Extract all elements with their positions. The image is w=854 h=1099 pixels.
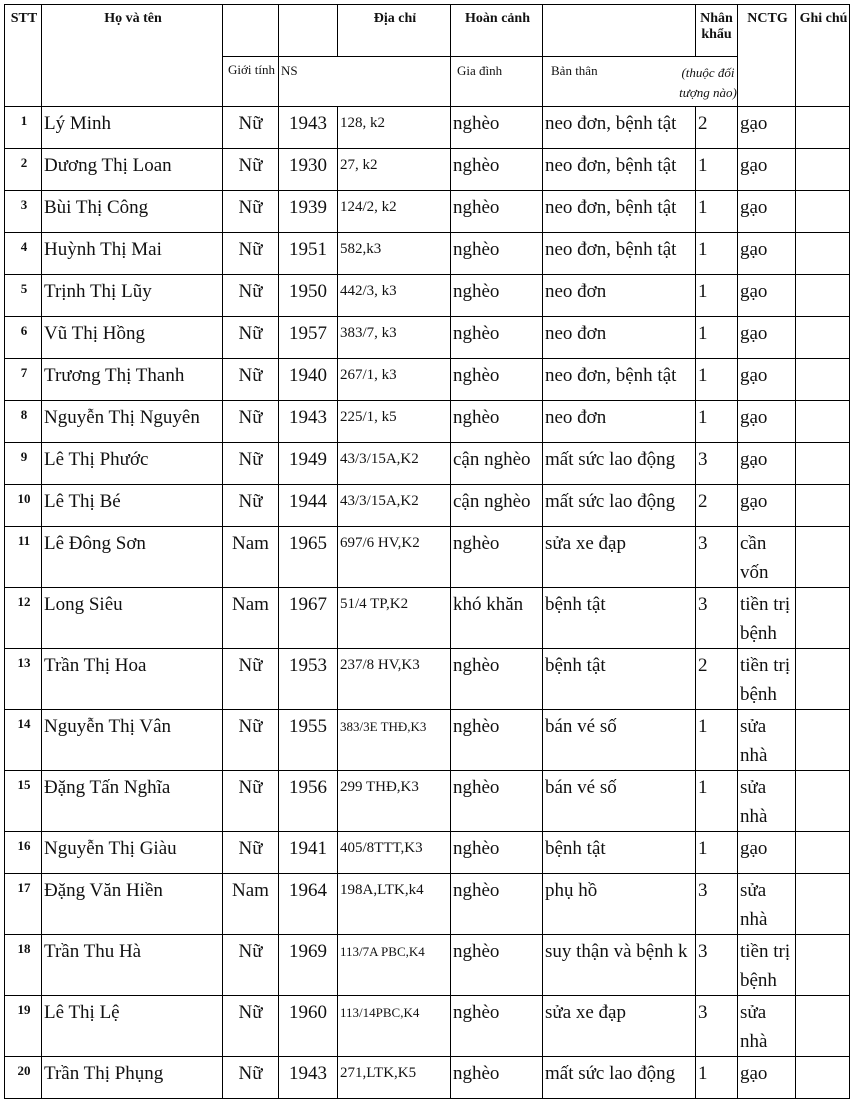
birth-year-cell: 1943	[279, 1057, 338, 1099]
note-cell	[796, 1057, 850, 1099]
table-row	[5, 443, 850, 485]
header-circumstance: Hoàn cảnh	[451, 5, 543, 57]
address-cell: 27, k2	[338, 149, 451, 191]
nctg-cell: gạo	[738, 107, 796, 149]
birth-year-cell: 1955	[279, 710, 338, 771]
address-cell: 51/4 TP,K2	[338, 588, 451, 649]
birth-year-cell: 1953	[279, 649, 338, 710]
gender-cell: Nam	[223, 588, 279, 649]
address-cell: 405/8TTT,K3	[338, 832, 451, 874]
note-cell	[796, 191, 850, 233]
stt: 18	[5, 935, 42, 996]
birth-year-cell: 1941	[279, 832, 338, 874]
self-cell: bệnh tật	[543, 832, 696, 874]
stt: 7	[5, 359, 42, 401]
gender-cell: Nữ	[223, 149, 279, 191]
stt: 15	[5, 771, 42, 832]
header-blank	[279, 5, 338, 57]
birth-year-cell: 1956	[279, 771, 338, 832]
nctg-cell: gạo	[738, 275, 796, 317]
name-cell: Nguyễn Thị Giàu	[42, 832, 223, 874]
stt: 9	[5, 443, 42, 485]
stt: 16	[5, 832, 42, 874]
household-cell: 3	[696, 588, 738, 649]
name-cell: Vũ Thị Hồng	[42, 317, 223, 359]
birth-year-cell: 1944	[279, 485, 338, 527]
table-row	[5, 485, 850, 527]
address-cell: 237/8 HV,K3	[338, 649, 451, 710]
household-cell: 2	[696, 485, 738, 527]
family-cell: nghèo	[451, 771, 543, 832]
household-cell: 1	[696, 359, 738, 401]
family-cell: nghèo	[451, 359, 543, 401]
address-cell: 43/3/15A,K2	[338, 485, 451, 527]
table-row	[5, 107, 850, 149]
name-cell: Bùi Thị Công	[42, 191, 223, 233]
household-cell: 1	[696, 149, 738, 191]
note-cell	[796, 149, 850, 191]
stt: 19	[5, 996, 42, 1057]
self-cell: bán vé số	[543, 771, 696, 832]
birth-year-cell: 1969	[279, 935, 338, 996]
self-cell: mất sức lao động	[543, 443, 696, 485]
note-cell	[796, 317, 850, 359]
family-cell: nghèo	[451, 275, 543, 317]
table-row	[5, 588, 850, 649]
gender-cell: Nữ	[223, 710, 279, 771]
nctg-cell: gạo	[738, 832, 796, 874]
header-self: Bản thân	[551, 63, 598, 78]
family-cell: nghèo	[451, 233, 543, 275]
header-self-cell	[543, 57, 738, 107]
table-row	[5, 359, 850, 401]
name-cell: Đặng Văn Hiền	[42, 874, 223, 935]
household-cell: 1	[696, 771, 738, 832]
note-cell	[796, 107, 850, 149]
table-row	[5, 874, 850, 935]
name-cell: Lý Minh	[42, 107, 223, 149]
birth-year-cell: 1940	[279, 359, 338, 401]
gender-cell: Nữ	[223, 1057, 279, 1099]
stt: 2	[5, 149, 42, 191]
self-cell: bệnh tật	[543, 588, 696, 649]
table-row	[5, 275, 850, 317]
note-cell	[796, 935, 850, 996]
household-cell: 3	[696, 996, 738, 1057]
stt: 14	[5, 710, 42, 771]
family-cell: nghèo	[451, 874, 543, 935]
stt: 4	[5, 233, 42, 275]
header-name: Họ và tên	[42, 5, 223, 107]
birth-year-cell: 1951	[279, 233, 338, 275]
family-cell: nghèo	[451, 710, 543, 771]
header-address: Địa chỉ	[338, 5, 451, 57]
household-cell: 2	[696, 107, 738, 149]
self-cell: neo đơn, bệnh tật	[543, 107, 696, 149]
header-stt: STT	[5, 5, 42, 107]
gender-cell: Nam	[223, 527, 279, 588]
nctg-cell: gạo	[738, 233, 796, 275]
gender-cell: Nữ	[223, 649, 279, 710]
address-cell: 267/1, k3	[338, 359, 451, 401]
gender-cell: Nữ	[223, 233, 279, 275]
note-cell	[796, 443, 850, 485]
name-cell: Trần Thị Hoa	[42, 649, 223, 710]
gender-cell: Nữ	[223, 191, 279, 233]
table-row	[5, 191, 850, 233]
self-cell: neo đơn, bệnh tật	[543, 191, 696, 233]
family-cell: nghèo	[451, 649, 543, 710]
stt: 8	[5, 401, 42, 443]
gender-cell: Nữ	[223, 401, 279, 443]
note-cell	[796, 588, 850, 649]
household-cell: 3	[696, 935, 738, 996]
gender-cell: Nữ	[223, 107, 279, 149]
self-cell: bán vé số	[543, 710, 696, 771]
header-nctg: NCTG	[738, 5, 796, 107]
family-cell: cận nghèo	[451, 485, 543, 527]
stt: 11	[5, 527, 42, 588]
birth-year-cell: 1930	[279, 149, 338, 191]
name-cell: Lê Thị Bé	[42, 485, 223, 527]
address-cell: 124/2, k2	[338, 191, 451, 233]
note-cell	[796, 832, 850, 874]
name-cell: Huỳnh Thị Mai	[42, 233, 223, 275]
self-cell: neo đơn, bệnh tật	[543, 359, 696, 401]
note-cell	[796, 401, 850, 443]
address-cell: 43/3/15A,K2	[338, 443, 451, 485]
nctg-cell: sửa nhà	[738, 996, 796, 1057]
stt: 3	[5, 191, 42, 233]
birth-year-cell: 1967	[279, 588, 338, 649]
note-cell	[796, 996, 850, 1057]
table-row	[5, 935, 850, 996]
household-cell: 3	[696, 874, 738, 935]
family-cell: nghèo	[451, 527, 543, 588]
nctg-cell: tiền trị bệnh	[738, 588, 796, 649]
table-row	[5, 832, 850, 874]
birth-year-cell: 1939	[279, 191, 338, 233]
self-cell: neo đơn, bệnh tật	[543, 233, 696, 275]
nctg-cell: gạo	[738, 191, 796, 233]
note-cell	[796, 359, 850, 401]
note-cell	[796, 874, 850, 935]
stt: 1	[5, 107, 42, 149]
self-cell: neo đơn, bệnh tật	[543, 149, 696, 191]
nctg-cell: tiền trị bệnh	[738, 935, 796, 996]
stt: 6	[5, 317, 42, 359]
name-cell: Dương Thị Loan	[42, 149, 223, 191]
name-cell: Nguyễn Thị Nguyên	[42, 401, 223, 443]
note-cell	[796, 233, 850, 275]
birth-year-cell: 1965	[279, 527, 338, 588]
table-row	[5, 710, 850, 771]
birth-year-cell: 1943	[279, 107, 338, 149]
name-cell: Long Siêu	[42, 588, 223, 649]
birth-year-cell: 1964	[279, 874, 338, 935]
address-cell: 697/6 HV,K2	[338, 527, 451, 588]
household-table	[4, 4, 850, 1099]
note-cell	[796, 771, 850, 832]
name-cell: Lê Đông Sơn	[42, 527, 223, 588]
household-cell: 3	[696, 527, 738, 588]
note-cell	[796, 649, 850, 710]
stt: 13	[5, 649, 42, 710]
gender-cell: Nữ	[223, 485, 279, 527]
family-cell: nghèo	[451, 401, 543, 443]
family-cell: nghèo	[451, 832, 543, 874]
header-birth-year: NS	[279, 57, 451, 107]
nctg-cell: sửa nhà	[738, 710, 796, 771]
name-cell: Lê Thị Phước	[42, 443, 223, 485]
nctg-cell: tiền trị bệnh	[738, 649, 796, 710]
table-row	[5, 649, 850, 710]
nctg-cell: gạo	[738, 317, 796, 359]
family-cell: nghèo	[451, 1057, 543, 1099]
stt: 5	[5, 275, 42, 317]
name-cell: Trần Thị Phụng	[42, 1057, 223, 1099]
nctg-cell: gạo	[738, 359, 796, 401]
family-cell: nghèo	[451, 107, 543, 149]
self-cell: mất sức lao động	[543, 1057, 696, 1099]
household-cell: 1	[696, 710, 738, 771]
note-cell	[796, 485, 850, 527]
header-family: Gia đình	[451, 57, 543, 107]
self-cell: phụ hồ	[543, 874, 696, 935]
self-cell: neo đơn	[543, 317, 696, 359]
name-cell: Nguyễn Thị Vân	[42, 710, 223, 771]
address-cell: 113/7A PBC,K4	[338, 935, 451, 996]
note-cell	[796, 527, 850, 588]
nctg-cell: gạo	[738, 1057, 796, 1099]
table-row	[5, 996, 850, 1057]
gender-cell: Nữ	[223, 359, 279, 401]
nctg-cell: sửa nhà	[738, 771, 796, 832]
household-cell: 3	[696, 443, 738, 485]
birth-year-cell: 1960	[279, 996, 338, 1057]
gender-cell: Nữ	[223, 275, 279, 317]
name-cell: Trần Thu Hà	[42, 935, 223, 996]
address-cell: 442/3, k3	[338, 275, 451, 317]
gender-cell: Nữ	[223, 935, 279, 996]
self-cell: neo đơn	[543, 275, 696, 317]
address-cell: 383/3E THĐ,K3	[338, 710, 451, 771]
gender-cell: Nữ	[223, 996, 279, 1057]
family-cell: nghèo	[451, 996, 543, 1057]
header-self-note: (thuộc đối tượng nào)	[679, 65, 737, 100]
birth-year-cell: 1950	[279, 275, 338, 317]
table-row	[5, 1057, 850, 1099]
gender-cell: Nữ	[223, 771, 279, 832]
family-cell: cận nghèo	[451, 443, 543, 485]
gender-cell: Nữ	[223, 443, 279, 485]
self-cell: mất sức lao động	[543, 485, 696, 527]
address-cell: 299 THĐ,K3	[338, 771, 451, 832]
family-cell: nghèo	[451, 935, 543, 996]
header-blank	[543, 5, 696, 57]
gender-cell: Nam	[223, 874, 279, 935]
address-cell: 113/14PBC,K4	[338, 996, 451, 1057]
table-row	[5, 771, 850, 832]
self-cell: sửa xe đạp	[543, 996, 696, 1057]
household-cell: 1	[696, 191, 738, 233]
header-gender: Giới tính	[223, 57, 279, 107]
table-row	[5, 233, 850, 275]
stt: 10	[5, 485, 42, 527]
self-cell: bệnh tật	[543, 649, 696, 710]
family-cell: nghèo	[451, 317, 543, 359]
note-cell	[796, 275, 850, 317]
family-cell: khó khăn	[451, 588, 543, 649]
name-cell: Đặng Tấn Nghĩa	[42, 771, 223, 832]
header-household: Nhân khẩu	[696, 5, 738, 57]
household-cell: 1	[696, 832, 738, 874]
note-cell	[796, 710, 850, 771]
birth-year-cell: 1949	[279, 443, 338, 485]
header-blank	[223, 5, 279, 57]
table-row	[5, 527, 850, 588]
name-cell: Trịnh Thị Lũy	[42, 275, 223, 317]
address-cell: 271,LTK,K5	[338, 1057, 451, 1099]
name-cell: Lê Thị Lệ	[42, 996, 223, 1057]
name-cell: Trương Thị Thanh	[42, 359, 223, 401]
birth-year-cell: 1943	[279, 401, 338, 443]
nctg-cell: gạo	[738, 149, 796, 191]
household-cell: 1	[696, 401, 738, 443]
self-cell: sửa xe đạp	[543, 527, 696, 588]
stt: 20	[5, 1057, 42, 1099]
address-cell: 225/1, k5	[338, 401, 451, 443]
header-notes: Ghi chú	[796, 5, 850, 107]
table-row	[5, 149, 850, 191]
family-cell: nghèo	[451, 191, 543, 233]
nctg-cell: gạo	[738, 401, 796, 443]
address-cell: 128, k2	[338, 107, 451, 149]
address-cell: 383/7, k3	[338, 317, 451, 359]
household-cell: 1	[696, 275, 738, 317]
self-cell: suy thận và bệnh k	[543, 935, 696, 996]
household-cell: 1	[696, 317, 738, 359]
gender-cell: Nữ	[223, 832, 279, 874]
self-cell: neo đơn	[543, 401, 696, 443]
stt: 17	[5, 874, 42, 935]
table-row	[5, 401, 850, 443]
household-cell: 1	[696, 233, 738, 275]
nctg-cell: cần vốn	[738, 527, 796, 588]
nctg-cell: gạo	[738, 443, 796, 485]
household-cell: 1	[696, 1057, 738, 1099]
household-cell: 2	[696, 649, 738, 710]
gender-cell: Nữ	[223, 317, 279, 359]
family-cell: nghèo	[451, 149, 543, 191]
nctg-cell: sửa nhà	[738, 874, 796, 935]
birth-year-cell: 1957	[279, 317, 338, 359]
stt: 12	[5, 588, 42, 649]
address-cell: 198A,LTK,k4	[338, 874, 451, 935]
table-row	[5, 317, 850, 359]
nctg-cell: gạo	[738, 485, 796, 527]
address-cell: 582,k3	[338, 233, 451, 275]
